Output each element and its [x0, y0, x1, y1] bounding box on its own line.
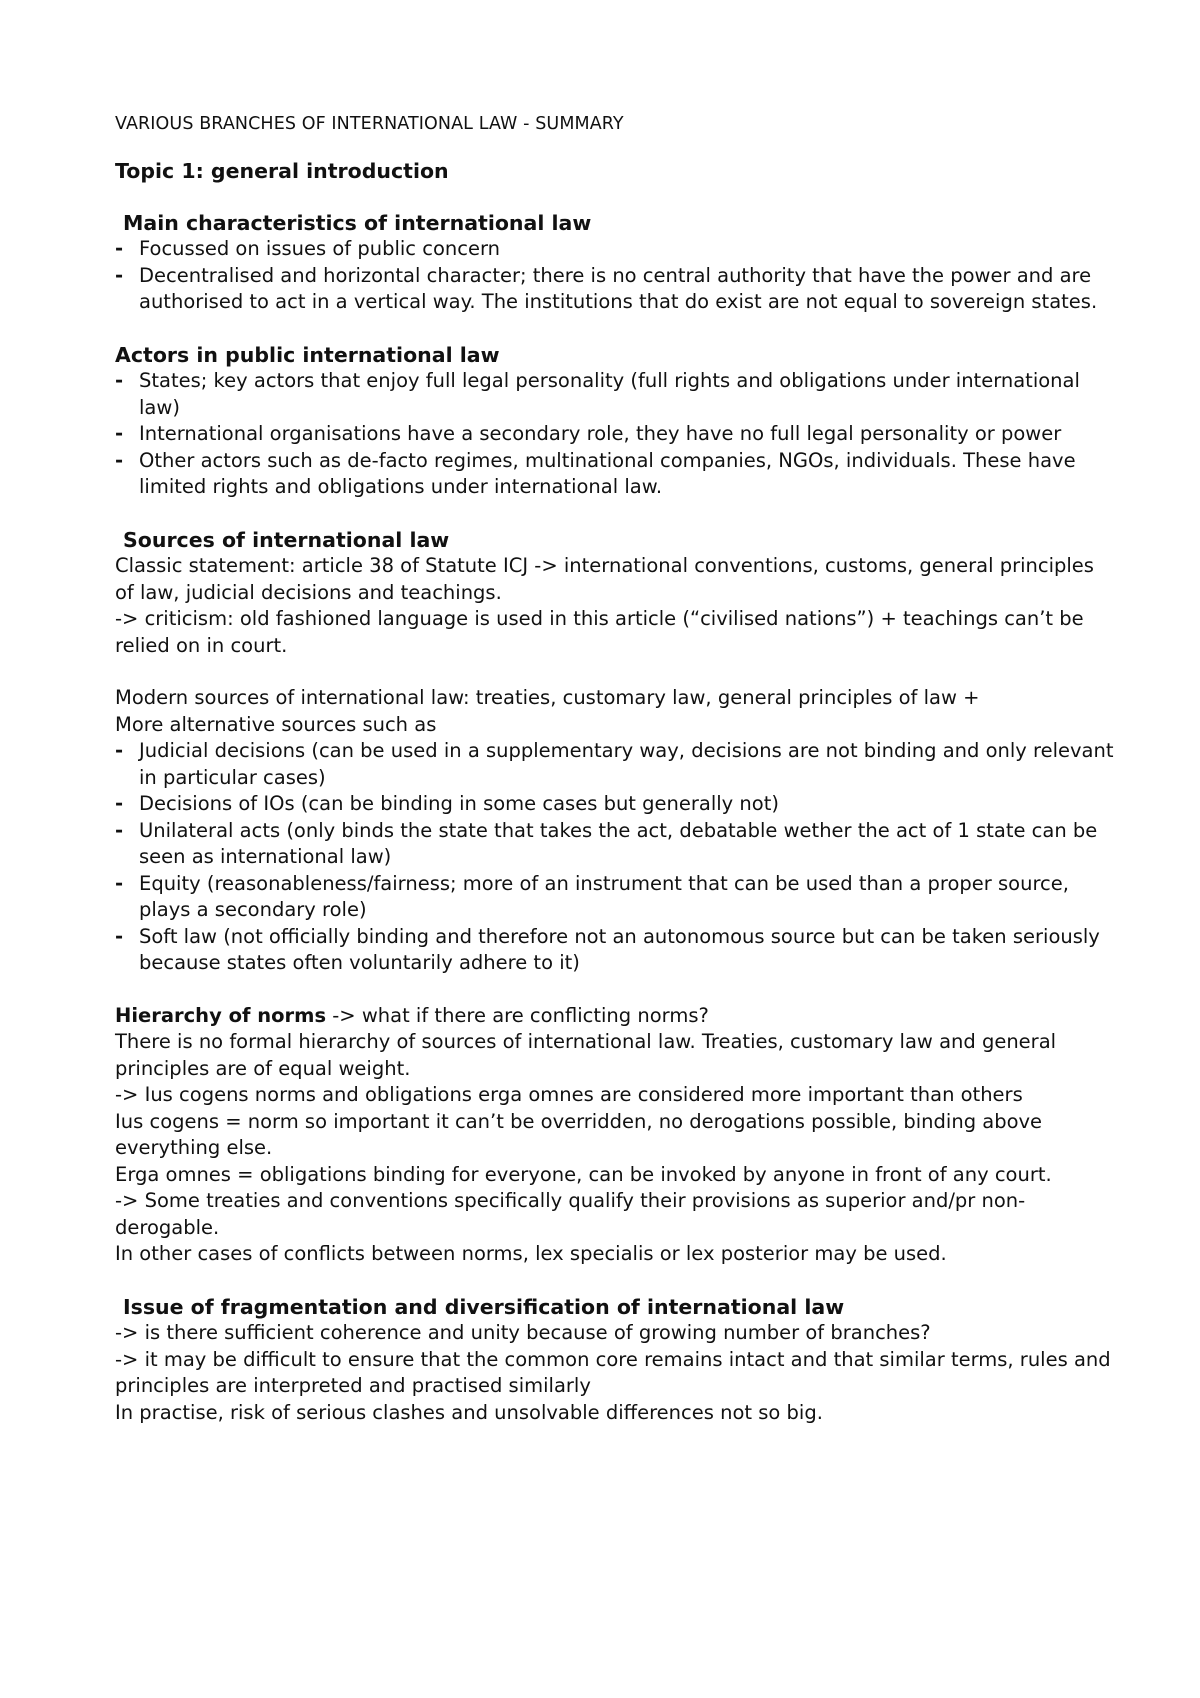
list-item: - Judicial decisions (can be used in a supplementary way, decisions are not binding and only relevant in particular cases) — [115, 738, 1115, 791]
list-item: - Other actors such as de-facto regimes, multinational companies, NGOs, individuals. These have limited rights and obligations under international law. — [115, 448, 1115, 501]
paragraph: Modern sources of international law: treaties, customary law, general principles of law + — [115, 686, 980, 709]
paragraph: Erga omnes = obligations binding for everyone, can be invoked by anyone in front of any court. — [115, 1162, 1052, 1186]
bullet-list — [115, 236, 1115, 316]
list-item: - International organisations have a secondary role, they have no full legal personality or power — [115, 421, 1115, 448]
heading-suffix: -> what if there are conflicting norms? — [326, 1003, 709, 1027]
section-heading: Sources of international law — [123, 527, 450, 552]
paragraph: There is no formal hierarchy of sources of international law. Treaties, customary law and general principles are of equal weight. — [115, 1030, 1057, 1080]
list-item: - Focussed on issues of public concern — [115, 236, 1115, 263]
section-sources — [115, 527, 1115, 660]
document-page — [115, 112, 1115, 1452]
section-heading: Main characteristics of international law — [123, 210, 592, 235]
section-heading: Actors in public international law — [115, 342, 500, 367]
bullet-list — [115, 368, 1115, 501]
list-item: - Decisions of IOs (can be binding in some cases but generally not) — [115, 791, 1115, 818]
paragraph: In practise, risk of serious clashes and unsolvable differences not so big. — [115, 1400, 823, 1424]
list-item: - Soft law (not officially binding and therefore not an autonomous source but can be taken seriously because states often voluntarily adhere to it) — [115, 924, 1115, 977]
paragraph: Ius cogens = norm so important it can’t be overridden, no derogations possible, binding above everything else. — [115, 1109, 1043, 1159]
list-item: - States; key actors that enjoy full legal personality (full rights and obligations under international law) — [115, 368, 1115, 421]
paragraph: -> is there sufficient coherence and unity because of growing number of branches? — [115, 1321, 931, 1344]
section-actors — [115, 342, 1115, 501]
paragraph: -> it may be difficult to ensure that the common core remains intact and that similar terms, rules and principles are interpreted and practised similarly — [115, 1347, 1111, 1397]
section-modern-sources — [115, 685, 1115, 977]
hierarchy-heading-line — [115, 1003, 1115, 1030]
section-heading: Hierarchy of norms — [115, 1003, 327, 1027]
topic-heading: Topic 1: general introduction — [115, 159, 449, 183]
bullet-list — [115, 738, 1115, 977]
section-heading: Issue of fragmentation and diversification of international law — [123, 1294, 845, 1319]
paragraph: More alternative sources such as — [115, 712, 437, 736]
section-fragmentation — [115, 1294, 1115, 1427]
list-item: - Unilateral acts (only binds the state that takes the act, debatable wether the act of 1 state can be seen as international law) — [115, 818, 1115, 871]
list-item: - Equity (reasonableness/fairness; more of an instrument that can be used than a proper source, plays a secondary role) — [115, 871, 1115, 924]
paragraph: -> Ius cogens norms and obligations erga omnes are considered more important than others — [115, 1083, 1023, 1106]
paragraph: In other cases of conflicts between norms, lex specialis or lex posterior may be used. — [115, 1242, 947, 1265]
paragraph: -> Some treaties and conventions specifically qualify their provisions as superior and/pr non-derogable. — [115, 1189, 1026, 1239]
section-hierarchy — [115, 1003, 1115, 1268]
section-characteristics — [115, 210, 1115, 316]
paragraph: Classic statement: article 38 of Statute ICJ -> international conventions, customs, general principles of law, judicial decisions and teachings. — [115, 554, 1094, 604]
paragraph: -> criticism: old fashioned language is used in this article (“civilised nations”) + teachings can’t be relied on in court. — [115, 607, 1084, 657]
list-item: - Decentralised and horizontal character; there is no central authority that have the power and are authorised to act in a vertical way. The institutions that do exist are not equal to sovereign states. — [115, 263, 1115, 316]
document-title: VARIOUS BRANCHES OF INTERNATIONAL LAW - SUMMARY — [115, 114, 624, 134]
